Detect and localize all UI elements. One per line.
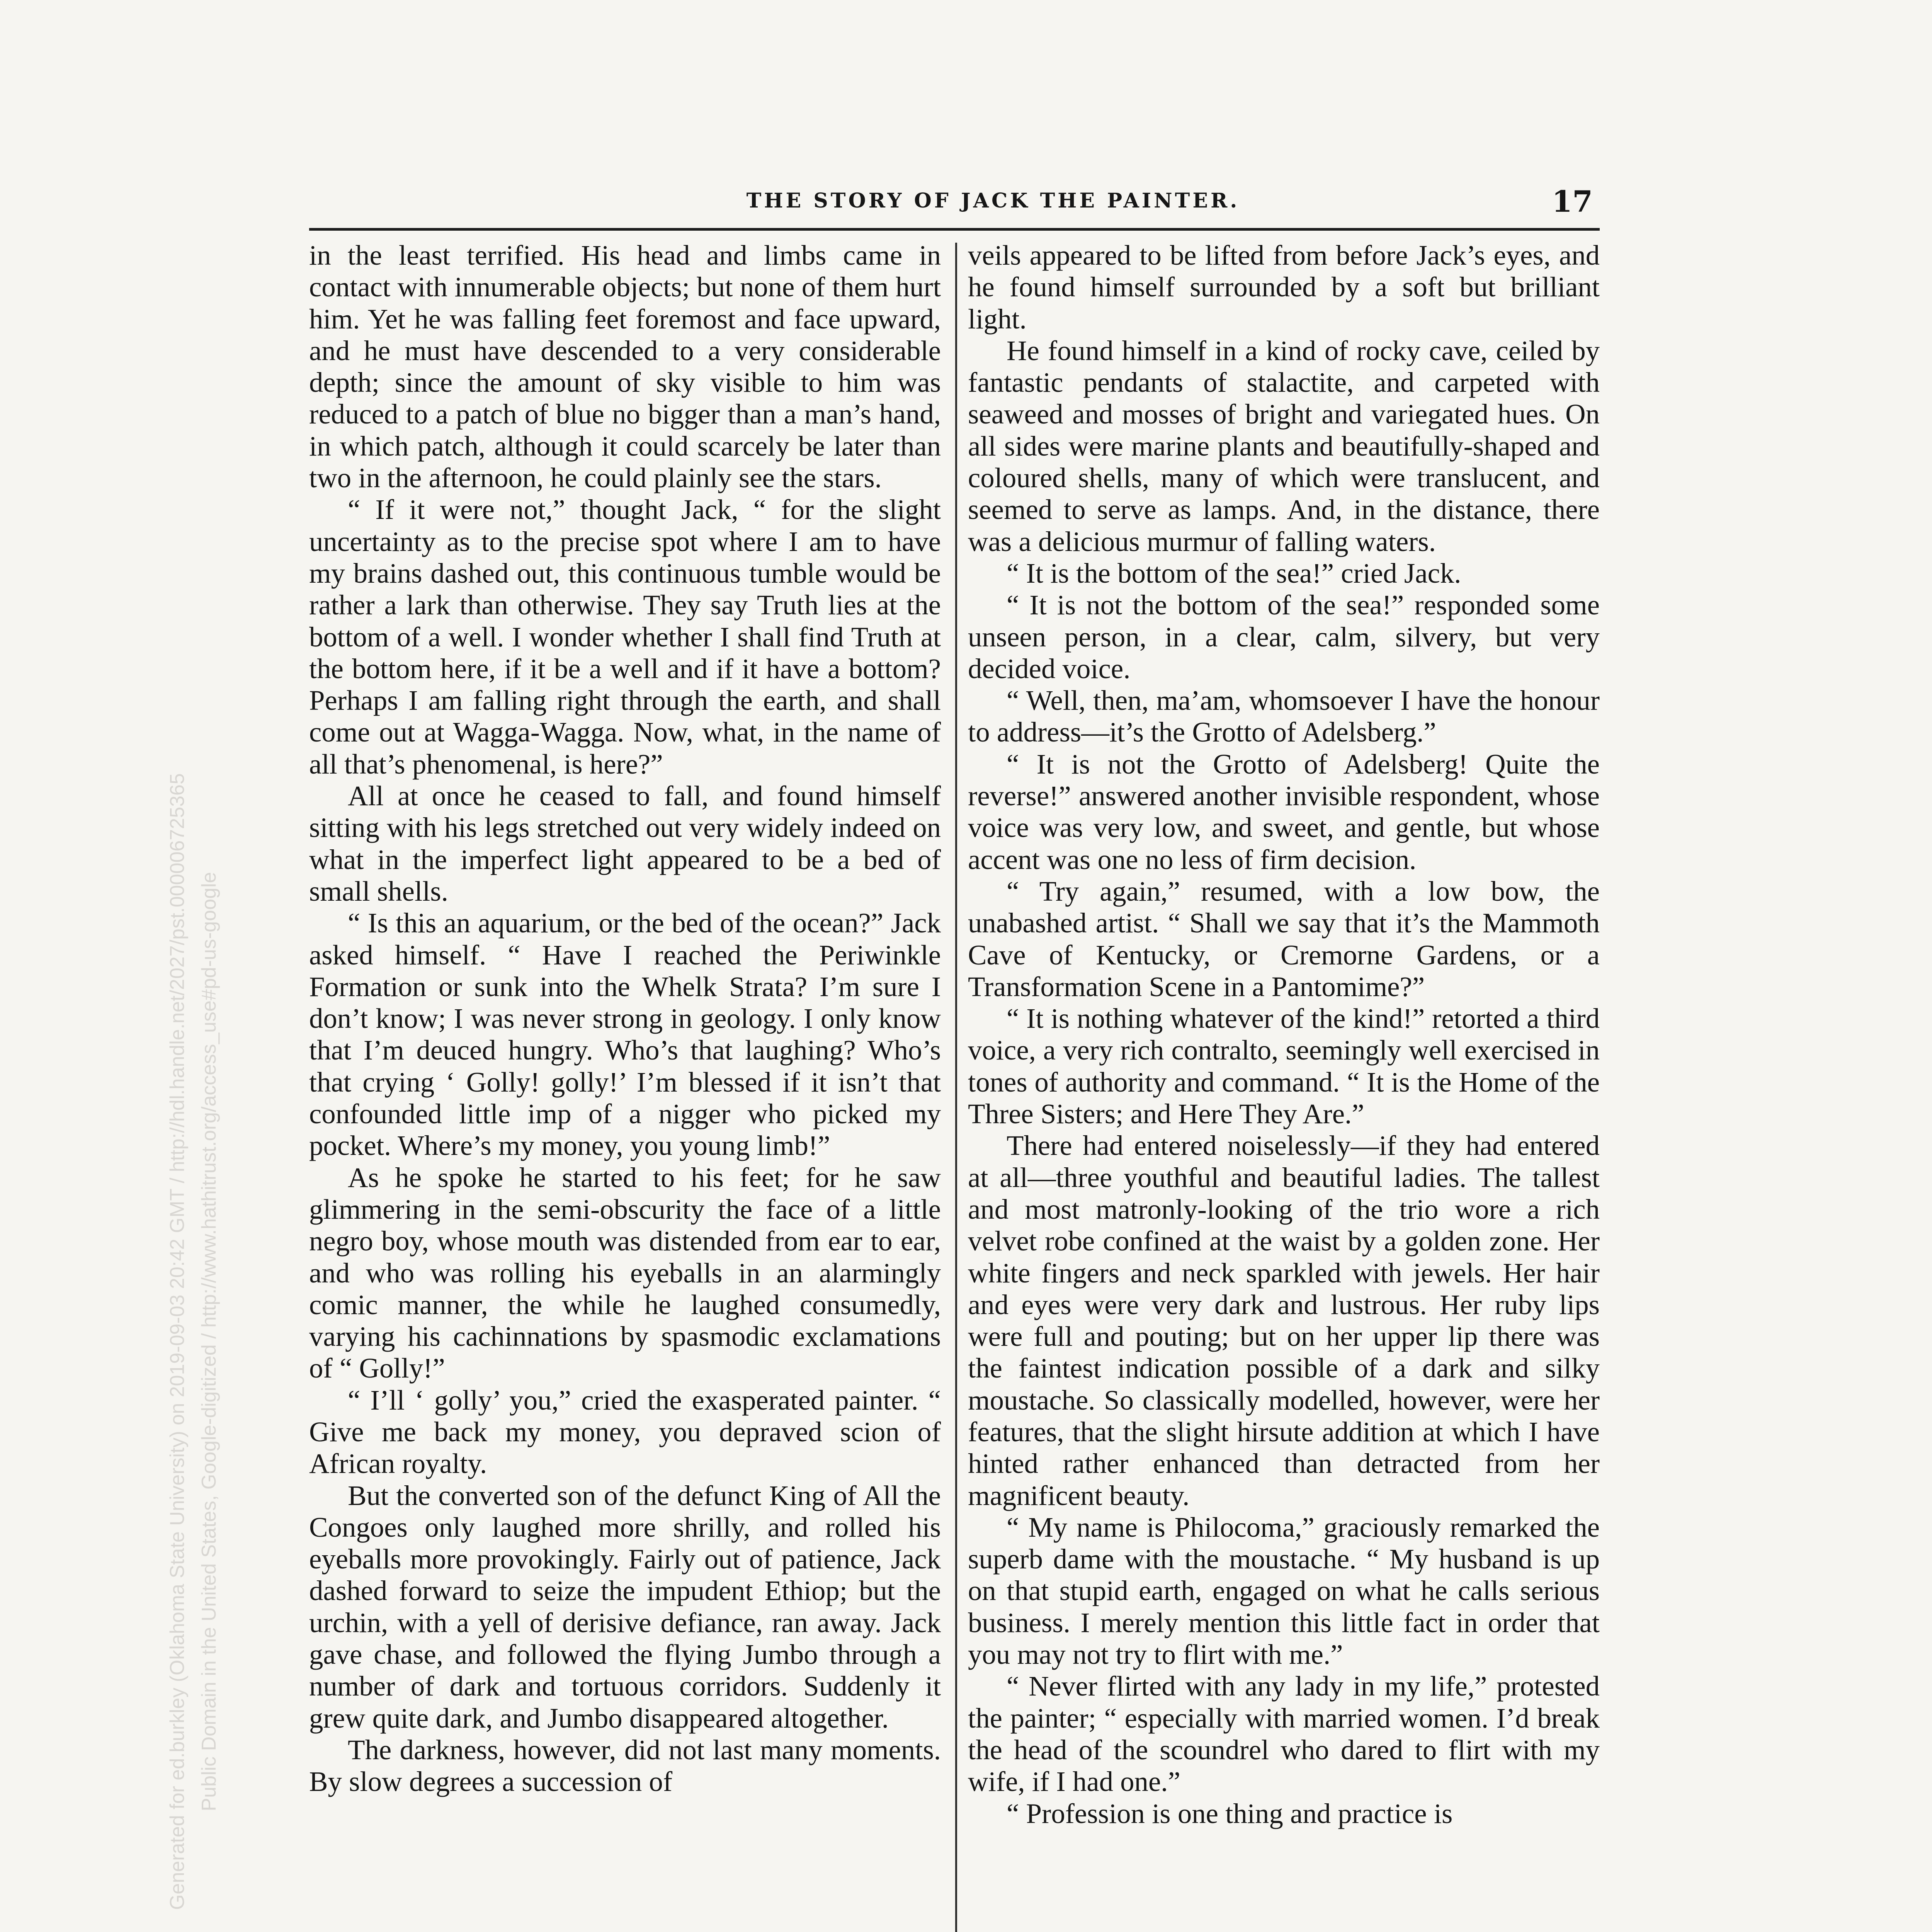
- column-divider: [955, 243, 957, 1932]
- paragraph: “ It is nothing whatever of the kind!” retorted a third voice, a very rich contralto, seemingly well exercised in tones of authority and command. “ It is the Home of the Three Sisters; and Here They Are.”: [968, 1003, 1600, 1130]
- paragraph: As he spoke he started to his feet; for he saw glimmering in the semi-obscurity the face of a little negro boy, whose mouth was distended from ear to ear, and who was rolling his eyeballs in an alarmingly comic manner, the while he laughed consumedly, varying his cachinnations by spasmodic exclamations of “ Golly!”: [309, 1162, 941, 1384]
- page-number: 17: [1552, 184, 1593, 219]
- right-column: [968, 240, 1600, 1932]
- paragraph: There had entered noiselessly—if they had entered at all—three youthful and beautiful ladies. The tallest and most matronly-looking of the trio wore a rich velvet robe confined at the waist by a golden zone. Her white fingers and neck sparkled with jewels. Her hair and eyes were very dark and lustrous. Her ruby lips were full and pouting; but on her upper lip there was the faintest indication possible of a dark and silky moustache. So classically modelled, however, were her features, that the slight hirsute addition at which I have hinted rather enhanced than detracted from her magnificent beauty.: [968, 1130, 1600, 1511]
- paragraph: “ Is this an aquarium, or the bed of the ocean?” Jack asked himself. “ Have I reached the Periwinkle Formation or sunk into the Whelk Strata? I’m sure I don’t know; I was never strong in geology. I only know that I’m deuced hungry. Who’s that laughing? Who’s that crying ‘ Golly! golly!’ I’m blessed if it isn’t that confounded little imp of a nigger who picked my pocket. Where’s my money, you young limb!”: [309, 907, 941, 1162]
- paragraph: veils appeared to be lifted from before Jack’s eyes, and he found himself surrounded by a soft but brilliant light.: [968, 240, 1600, 335]
- paragraph: “ Well, then, ma’am, whomsoever I have the honour to address—it’s the Grotto of Adelsberg.”: [968, 685, 1600, 748]
- left-column: [309, 240, 941, 1932]
- paragraph: “ Try again,” resumed, with a low bow, the unabashed artist. “ Shall we say that it’s the Mammoth Cave of Kentucky, or Cremorne Gardens, or a Transformation Scene in a Pantomime?”: [968, 875, 1600, 1002]
- paragraph: “ It is not the bottom of the sea!” responded some unseen person, in a clear, calm, silvery, but very decided voice.: [968, 589, 1600, 684]
- paragraph: “ I’ll ‘ golly’ you,” cried the exasperated painter. “ Give me back my money, you depraved scion of African royalty.: [309, 1384, 941, 1480]
- paragraph: “ If it were not,” thought Jack, “ for the slight uncertainty as to the precise spot where I am to have my brains dashed out, this continuous tumble would be rather a lark than otherwise. They say Truth lies at the bottom of a well. I wonder whether I shall find Truth at the bottom here, if it be a well and if it have a bottom? Perhaps I am falling right through the earth, and shall come out at Wagga-Wagga. Now, what, in the name of all that’s phenomenal, is here?”: [309, 494, 941, 780]
- paragraph: “ My name is Philocoma,” graciously remarked the superb dame with the moustache. “ My husband is up on that stupid earth, engaged on what he calls serious business. I merely mention this little fact in order that you may not try to flirt with me.”: [968, 1511, 1600, 1670]
- paragraph: “ Never flirted with any lady in my life,” protested the painter; “ especially with married women. I’d break the head of the scoundrel who dared to flirt with my wife, if I had one.”: [968, 1670, 1600, 1798]
- paragraph: “ Profession is one thing and practice is: [1007, 1798, 1453, 1829]
- paragraph: But the converted son of the defunct King of All the Congoes only laughed more shrilly, and rolled his eyeballs more provokingly. Fairly out of patience, Jack dashed forward to seize the impudent Ethiop; but the urchin, with a yell of derisive defiance, ran away. Jack gave chase, and followed the flying Jumbo through a number of dark and tortuous corridors. Suddenly it grew quite dark, and Jumbo disappeared altogether.: [309, 1480, 941, 1734]
- paragraph: All at once he ceased to fall, and found himself sitting with his legs stretched out very widely indeed on what in the imperfect light appeared to be a bed of small shells.: [309, 780, 941, 907]
- paragraph: “ It is not the Grotto of Adelsberg! Quite the reverse!” answered another invisible respondent, whose voice was very low, and sweet, and gentle, but whose accent was one no less of firm decision.: [968, 748, 1600, 875]
- paragraph: The darkness, however, did not last many moments. By slow degrees a succession of: [309, 1734, 941, 1798]
- paragraph: He found himself in a kind of rocky cave, ceiled by fantastic pendants of stalactite, and carpeted with seaweed and mosses of bright and variegated hues. On all sides were marine plants and beautifully-shaped and coloured shells, many of which were translucent, and seemed to serve as lamps. And, in the distance, there was a delicious murmur of falling waters.: [968, 335, 1600, 557]
- running-title: THE STORY OF JACK THE PAINTER.: [746, 189, 1240, 213]
- watermark-line: Public Domain in the United States, Google-digitized / http://www.hathitrust.org/access_use#pd-us-google: [198, 872, 220, 1811]
- running-head: [309, 185, 1600, 231]
- paragraph: “ It is the bottom of the sea!” cried Jack.: [1007, 557, 1461, 589]
- watermark-line: Generated for ed.burkley (Oklahoma State University) on 2019-09-03 20:42 GMT / http://hdl.handle.net/2027/pst.000006725365: [166, 773, 189, 1910]
- paragraph: in the least terrified. His head and limbs came in contact with innumerable objects; but none of them hurt him. Yet he was falling feet foremost and face upward, and he must have descended to a very considerable depth; since the amount of sky visible to him was reduced to a patch of blue no bigger than a man’s hand, in which patch, although it could scarcely be later than two in the afternoon, he could plainly see the stars.: [309, 240, 941, 494]
- side-watermark: [162, 144, 225, 1932]
